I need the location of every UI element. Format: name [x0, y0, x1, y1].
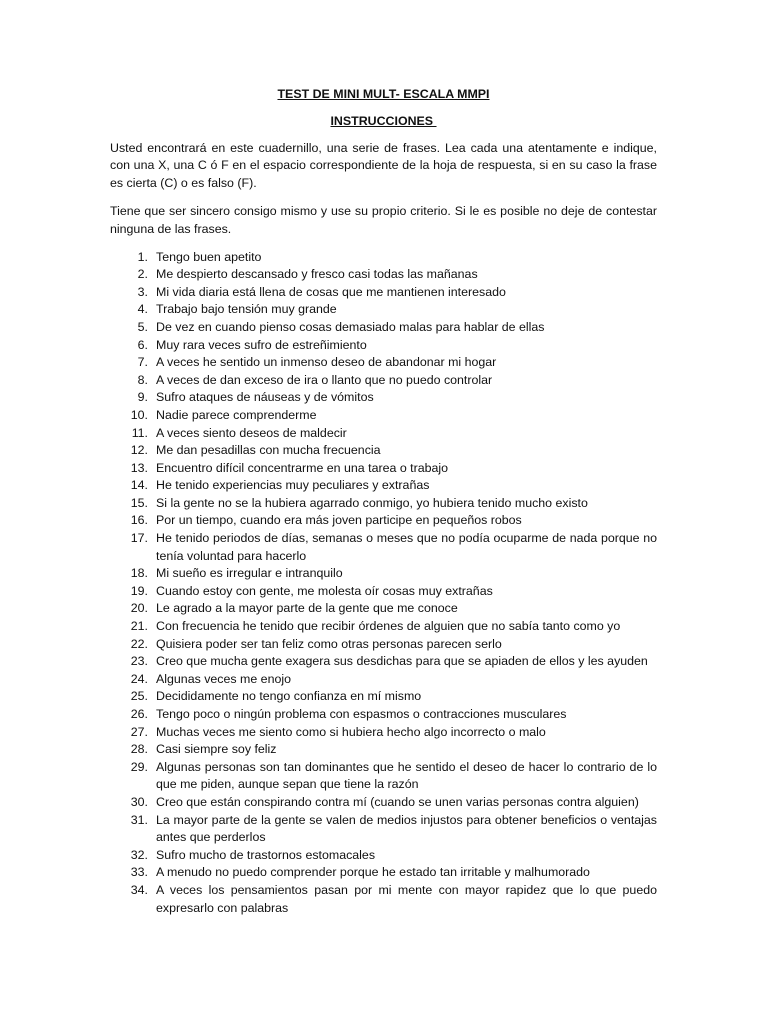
question-item [110, 319, 657, 337]
question-item [110, 442, 657, 460]
question-number: 28. [130, 742, 148, 757]
question-number: 32. [130, 847, 148, 862]
question-number: 3. [137, 284, 148, 299]
question-text: A veces los pensamientos pasan por mi mente con mayor rapidez que lo que puedo expresarlo con palabras [156, 882, 657, 915]
question-item [110, 671, 657, 689]
question-text: Encuentro difícil concentrarme en una tarea o trabajo [156, 460, 449, 475]
question-number: 10. [130, 407, 148, 422]
question-list [110, 249, 657, 918]
question-text: He tenido periodos de días, semanas o meses que no podía ocuparme de nada porque no tenía voluntad para hacerlo [156, 531, 657, 563]
question-text: A menudo no puedo comprender porque he estado tan irritable y malhumorado [156, 865, 590, 880]
question-number: 25. [130, 689, 148, 704]
document-title: TEST DE MINI MULT- ESCALA MMPI [277, 87, 490, 101]
question-item [110, 477, 657, 495]
question-number: 21. [130, 619, 148, 634]
question-item [110, 812, 657, 847]
question-text: Sufro mucho de trastornos estomacales [156, 847, 376, 862]
question-item [110, 301, 657, 319]
question-text: Decididamente no tengo confianza en mí mismo [156, 689, 422, 704]
question-item [110, 530, 657, 565]
instructions-paragraph: Tiene que ser sincero consigo mismo y use su propio criterio. Si le es posible no deje de contestar ninguna de las frases. [110, 204, 657, 236]
question-text: Por un tiempo, cuando era más joven participe en pequeños robos [156, 513, 522, 528]
question-number: 22. [130, 636, 148, 651]
question-item [110, 759, 657, 794]
question-number: 9. [137, 390, 148, 405]
question-number: 11. [131, 425, 148, 440]
question-text: Me despierto descansado y fresco casi todas las mañanas [156, 267, 478, 282]
question-number: 24. [130, 671, 148, 686]
question-item [110, 794, 657, 812]
question-number: 7. [137, 355, 148, 370]
question-text: Sufro ataques de náuseas y de vómitos [156, 390, 374, 405]
question-text: Me dan pesadillas con mucha frecuencia [156, 443, 381, 458]
question-item [110, 600, 657, 618]
question-item [110, 565, 657, 583]
question-item [110, 249, 657, 267]
question-item [110, 847, 657, 865]
question-item [110, 653, 657, 671]
question-item [110, 724, 657, 742]
question-number: 33. [130, 865, 148, 880]
question-item [110, 882, 657, 917]
question-text: Muchas veces me siento como si hubiera hecho algo incorrecto o malo [156, 724, 546, 739]
question-item [110, 372, 657, 390]
question-number: 27. [130, 724, 148, 739]
question-text: Algunas veces me enojo [156, 671, 292, 686]
question-text: Mi sueño es irregular e intranquilo [156, 566, 343, 581]
question-text: Con frecuencia he tenido que recibir órdenes de alguien que no sabía tanto como yo [156, 619, 621, 634]
question-item [110, 495, 657, 513]
document-page [110, 86, 657, 917]
question-item [110, 706, 657, 724]
question-item [110, 425, 657, 443]
question-text: A veces he sentido un inmenso deseo de abandonar mi hogar [156, 355, 497, 370]
question-number: 15. [130, 495, 148, 510]
question-text: Creo que mucha gente exagera sus desdichas para que se apiaden de ellos y les ayuden [156, 654, 648, 669]
question-number: 19. [130, 583, 148, 598]
question-text: Creo que están conspirando contra mí (cuando se unen varias personas contra alguien) [156, 794, 639, 809]
question-text: Mi vida diaria está llena de cosas que me mantienen interesado [156, 284, 506, 299]
question-item [110, 284, 657, 302]
question-number: 20. [130, 601, 148, 616]
question-number: 12. [130, 443, 148, 458]
question-item [110, 688, 657, 706]
question-item [110, 583, 657, 601]
question-text: La mayor parte de la gente se valen de medios injustos para obtener beneficios o ventajas antes que perderlos [156, 812, 657, 845]
question-text: Algunas personas son tan dominantes que he sentido el deseo de hacer lo contrario de lo que me piden, aunque sepan que tiene la razón [156, 759, 657, 792]
question-item [110, 389, 657, 407]
question-text: Le agrado a la mayor parte de la gente que me conoce [156, 601, 458, 616]
question-number: 1. [137, 249, 148, 264]
question-number: 29. [130, 759, 148, 774]
question-number: 34. [130, 882, 148, 897]
question-text: He tenido experiencias muy peculiares y extrañas [156, 478, 430, 493]
question-text: Cuando estoy con gente, me molesta oír cosas muy extrañas [156, 583, 493, 598]
instructions-heading: INSTRUCCIONES [330, 114, 437, 128]
question-item [110, 266, 657, 284]
question-number: 6. [137, 337, 148, 352]
question-text: Tengo buen apetito [156, 249, 262, 264]
question-number: 4. [137, 302, 148, 317]
question-number: 5. [137, 319, 148, 334]
question-text: Muy rara veces sufro de estreñimiento [156, 337, 367, 352]
question-item [110, 407, 657, 425]
question-item [110, 512, 657, 530]
question-text: Trabajo bajo tensión muy grande [156, 302, 337, 317]
question-text: Si la gente no se la hubiera agarrado conmigo, yo hubiera tenido mucho existo [156, 495, 588, 510]
question-text: Tengo poco o ningún problema con espasmos o contracciones musculares [156, 707, 567, 721]
question-item [110, 618, 657, 636]
question-item [110, 460, 657, 478]
question-number: 31. [130, 812, 148, 827]
question-text: Nadie parece comprenderme [156, 407, 317, 422]
question-number: 23. [130, 654, 148, 669]
question-number: 14. [130, 478, 148, 493]
question-number: 30. [130, 794, 148, 809]
question-text: Casi siempre soy feliz [156, 742, 277, 757]
question-text: De vez en cuando pienso cosas demasiado malas para hablar de ellas [156, 319, 545, 334]
question-number: 18. [130, 566, 148, 581]
instructions-paragraph: Usted encontrará en este cuadernillo, una serie de frases. Lea cada una atentamente e indique, con una X, una C ó F en el espacio correspondiente de la hoja de respuesta, si en su caso la frase es cierta (C) o es falso (F). [110, 140, 657, 190]
question-number: 17. [130, 531, 148, 546]
question-item [110, 354, 657, 372]
question-item [110, 636, 657, 654]
question-text: Quisiera poder ser tan feliz como otras personas parecen serlo [156, 636, 502, 651]
question-number: 13. [130, 460, 148, 475]
question-number: 26. [130, 707, 148, 721]
question-item [110, 741, 657, 759]
question-number: 2. [137, 267, 148, 282]
question-text: A veces siento deseos de maldecir [156, 425, 347, 440]
question-number: 16. [130, 513, 148, 528]
question-item [110, 864, 657, 882]
question-text: A veces de dan exceso de ira o llanto que no puedo controlar [156, 372, 493, 387]
question-item [110, 337, 657, 355]
question-number: 8. [137, 372, 148, 387]
